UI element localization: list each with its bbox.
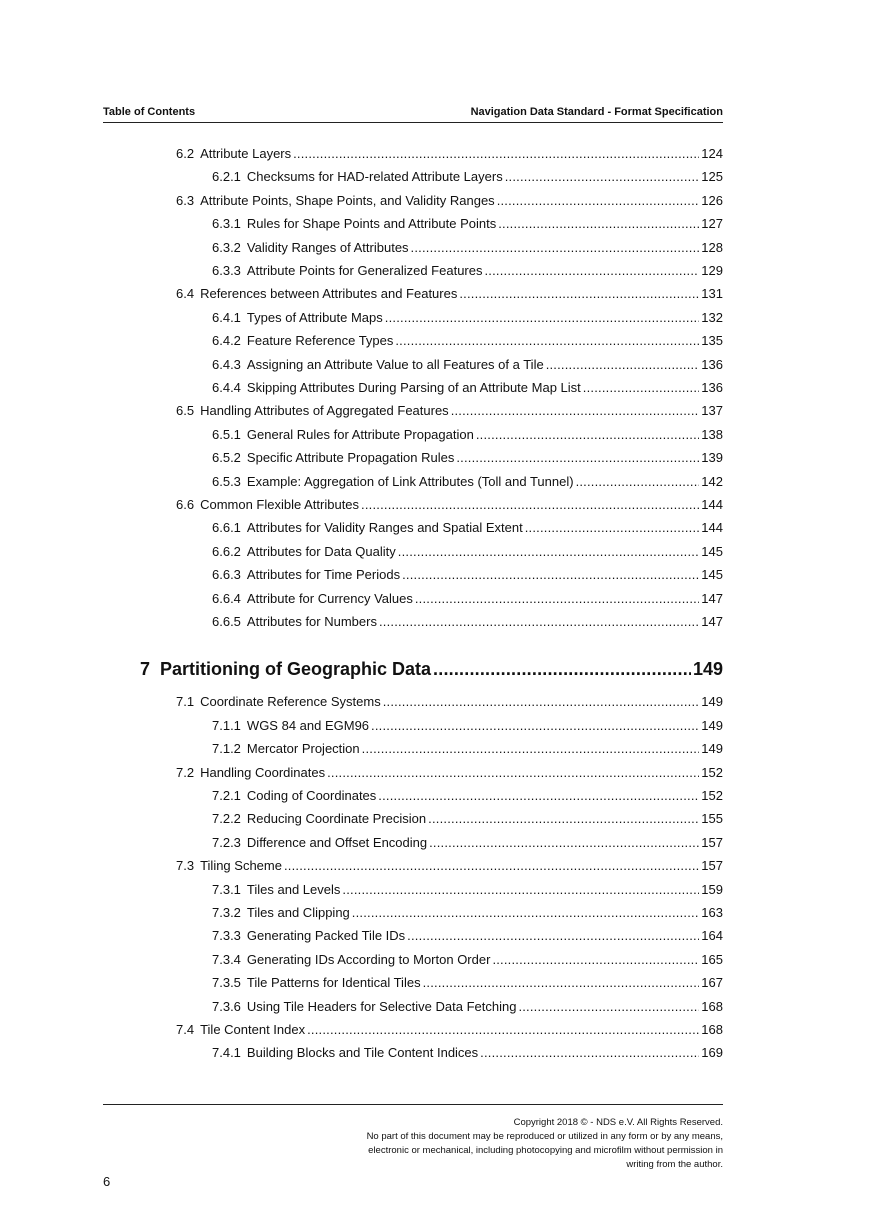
toc-entry-title: Validity Ranges of Attributes [246,239,409,255]
toc-entry-page: 168 [701,1022,723,1037]
toc-entry-title: Tiling Scheme [200,858,282,874]
toc-entry[interactable] [212,427,723,442]
toc-entry[interactable] [212,216,723,231]
footer-divider [103,1104,723,1105]
toc-entry[interactable] [212,952,723,967]
footer-line: electronic or mechanical, including photocopying and microfilm without permission in [368,1145,723,1156]
toc-entry[interactable] [176,694,723,709]
toc-entry-number: 7 [140,659,151,680]
toc-entry-number: 7.4 [176,1022,195,1037]
toc-entry[interactable] [212,591,723,606]
header-section-title: Table of Contents [103,106,196,118]
footer-line: writing from the author. [626,1159,723,1170]
toc-entry[interactable] [176,193,723,208]
toc-entry-page: 124 [701,146,723,161]
toc-entry-page: 142 [701,473,723,489]
toc-entry[interactable] [212,263,723,278]
toc-dot-leader [525,520,700,535]
toc-entry-title: Handling Attributes of Aggregated Features [200,403,449,419]
toc-entry-number: 7.2 [176,764,195,780]
toc-entry[interactable] [176,286,723,301]
toc-dot-leader [459,286,699,301]
toc-entry-page: 169 [701,1045,723,1061]
toc-entry-title: Attributes for Data Quality [246,543,396,559]
toc-entry-number: 6.3.2 [212,239,241,255]
toc-chapter-entry[interactable] [140,659,723,680]
toc-entry[interactable] [176,403,723,418]
toc-dot-leader [484,263,699,278]
toc-entry-title: WGS 84 and EGM96 [246,717,370,733]
toc-entry-number: 6.4 [176,286,195,302]
toc-entry-number: 7.3.1 [212,881,241,897]
toc-entry[interactable] [212,905,723,920]
toc-entry-number: 6.4.4 [212,380,241,395]
toc-entry-page: 131 [701,286,723,302]
toc-entry-number: 7.2.2 [212,811,241,827]
toc-entry[interactable] [212,310,723,325]
toc-entry-title: Rules for Shape Points and Attribute Points [246,216,497,232]
toc-entry-title: Assigning an Attribute Value to all Features of a Tile [246,356,544,372]
toc-entry[interactable] [212,240,723,255]
toc-entry-page: 147 [701,590,723,606]
toc-entry-number: 7.3.3 [212,928,241,944]
toc-entry-page: 126 [701,192,723,208]
toc-entry[interactable] [176,765,723,780]
toc-entry-page: 149 [692,659,723,680]
toc-dot-leader [498,216,699,231]
toc-dot-leader [546,357,700,372]
toc-entry-title: Tile Patterns for Identical Tiles [246,975,421,991]
toc-entry-number: 7.3.4 [212,951,241,967]
toc-entry[interactable] [212,333,723,348]
toc-entry-page: 168 [701,998,723,1014]
toc-entry-page: 165 [701,951,723,967]
toc-entry-number: 6.6.3 [212,567,241,583]
toc-entry-number: 7.3.2 [212,905,241,920]
running-header [103,104,723,123]
toc-entry-number: 7.3.6 [212,998,241,1014]
toc-entry-title: Attribute Points, Shape Points, and Validity Ranges [200,192,495,208]
toc-dot-leader [429,835,699,850]
toc-entry-title: Mercator Projection [246,741,360,757]
toc-entry[interactable] [176,1022,723,1037]
toc-entry-page: 136 [701,380,723,395]
toc-entry-title: General Rules for Attribute Propagation [246,426,474,442]
toc-entry-number: 6.3 [176,192,195,208]
toc-entry[interactable] [176,146,723,161]
toc-entry-number: 7.2.1 [212,788,241,803]
toc-entry-number: 6.6.4 [212,590,241,606]
toc-entry-title: Attribute Layers [200,146,292,161]
toc-dot-leader [385,310,700,325]
toc-entry-title: Coding of Coordinates [246,788,377,803]
toc-entry-page: 152 [701,788,723,803]
toc-dot-leader [378,788,699,803]
toc-dot-leader [492,952,699,967]
toc-dot-leader [583,380,700,395]
toc-entry-title: Handling Coordinates [200,764,326,780]
toc-dot-leader [371,718,699,733]
toc-dot-leader [342,882,699,897]
toc-entry-page: 144 [701,520,723,536]
toc-entry-number: 6.4.3 [212,356,241,372]
toc-dot-leader [327,765,699,780]
toc-entry-page: 149 [701,717,723,733]
toc-entry[interactable] [212,882,723,897]
toc-entry[interactable] [212,567,723,582]
toc-entry-title: Types of Attribute Maps [246,309,383,325]
toc-entry-title: Difference and Offset Encoding [246,834,428,850]
toc-entry-page: 139 [701,450,723,466]
toc-dot-leader [451,403,700,418]
toc-entry-title: Tiles and Clipping [246,905,350,920]
toc-entry-page: 163 [701,905,723,920]
toc-entry-number: 6.6.5 [212,614,241,629]
toc-entry-page: 136 [701,356,723,372]
toc-entry-number: 7.3 [176,858,195,874]
toc-entry-page: 159 [701,881,723,897]
toc-entry[interactable] [212,811,723,826]
toc-entry-title: Common Flexible Attributes [200,497,360,512]
toc-entry-number: 6.6.2 [212,543,241,559]
toc-entry[interactable] [176,497,723,512]
page-number: 6 [103,1174,111,1189]
toc-dot-leader [395,333,699,348]
toc-entry-page: 145 [701,543,723,559]
toc-entry-page: 157 [701,858,723,874]
toc-dot-leader [379,614,699,629]
toc-entry-page: 164 [701,928,723,944]
toc-entry-page: 149 [701,694,723,710]
toc-entry-number: 6.5 [176,403,195,419]
toc-entry-page: 147 [701,614,723,629]
toc-entry[interactable] [212,741,723,756]
toc-entry-number: 7.1 [176,694,195,710]
toc-entry-title: Generating Packed Tile IDs [246,928,406,944]
toc-entry-title: Tiles and Levels [246,881,341,897]
header-document-title: Navigation Data Standard - Format Specification [470,106,723,118]
footer-line: Copyright 2018 © - NDS e.V. All Rights Reserved. [513,1117,723,1128]
toc-entry-number: 6.6.1 [212,520,241,536]
toc-entry[interactable] [212,975,723,990]
toc-entry-title: Tile Content Index [200,1022,306,1037]
toc-dot-leader [576,474,700,489]
toc-dot-leader [505,169,700,184]
toc-entry[interactable] [212,928,723,943]
toc-entry-number: 6.5.2 [212,450,241,466]
toc-entry-title: Generating IDs According to Morton Order [246,951,491,967]
toc-entry-title: Feature Reference Types [246,333,394,349]
toc-entry-title: Attribute for Currency Values [246,590,413,606]
toc-dot-leader [415,591,699,606]
toc-entry-title: Coordinate Reference Systems [200,694,381,710]
toc-dot-leader [407,928,699,943]
footer-line: No part of this document may be reproduced or utilized in any form or by any means, [366,1131,723,1142]
toc-entry-title: Attributes for Numbers [246,614,377,629]
toc-entry-number: 6.5.3 [212,473,241,489]
toc-entry-page: 137 [701,403,723,419]
toc-entry-number: 6.4.2 [212,333,241,349]
toc-dot-leader [284,858,699,873]
toc-dot-leader [518,999,699,1014]
toc-entry[interactable] [212,544,723,559]
toc-dot-leader [293,146,699,161]
toc-entry-page: 157 [701,834,723,850]
toc-entry[interactable] [212,450,723,465]
toc-entry[interactable] [212,474,723,489]
toc-entry-title: Skipping Attributes During Parsing of an Attribute Map List [246,380,581,395]
toc-entry-page: 152 [701,764,723,780]
toc-entry[interactable] [212,380,723,395]
toc-entry-number: 7.2.3 [212,834,241,850]
toc-entry[interactable] [212,169,723,184]
toc-entry[interactable] [212,788,723,803]
toc-entry-page: 167 [701,975,723,991]
toc-entry-title: Building Blocks and Tile Content Indices [246,1045,479,1061]
toc-entry-number: 6.5.1 [212,426,241,442]
toc-entry-number: 7.1.1 [212,717,241,733]
toc-entry-number: 6.2.1 [212,169,241,185]
toc-entry[interactable] [212,835,723,850]
toc-entry-number: 6.4.1 [212,309,241,325]
toc-entry-page: 138 [701,426,723,442]
footer-copyright [367,1116,723,1172]
toc-dot-leader [398,544,700,559]
toc-entry[interactable] [212,1045,723,1060]
toc-dot-leader [476,427,699,442]
toc-entry-page: 127 [701,216,723,232]
toc-entry-page: 149 [701,741,723,757]
toc-entry-number: 6.2 [176,146,195,161]
toc-entry-number: 7.4.1 [212,1045,241,1061]
toc-entry-title: Reducing Coordinate Precision [246,811,427,827]
toc-entry-title: Example: Aggregation of Link Attributes (Toll and Tunnel) [246,473,574,489]
toc-entry-title: Specific Attribute Propagation Rules [246,450,455,466]
toc-dot-leader [352,905,700,920]
toc-dot-leader [383,694,700,709]
toc-entry-title: References between Attributes and Features [200,286,458,302]
toc-entry-title: Attribute Points for Generalized Features [246,263,483,278]
toc-entry-title: Checksums for HAD-related Attribute Layers [246,169,503,185]
toc-dot-leader [480,1045,699,1060]
toc-entry[interactable] [212,999,723,1014]
toc-entry-page: 128 [701,239,723,255]
toc-entry[interactable] [212,357,723,372]
toc-entry-title: Using Tile Headers for Selective Data Fetching [246,998,517,1014]
toc-entry-page: 132 [701,309,723,325]
toc-dot-leader [361,497,699,512]
toc-entry-title: Partitioning of Geographic Data [160,659,432,680]
toc-entry-number: 6.6 [176,497,195,512]
toc-dot-leader [307,1022,699,1037]
toc-dot-leader [362,741,700,756]
toc-entry[interactable] [176,858,723,873]
toc-entry-number: 6.3.1 [212,216,241,232]
toc-entry-page: 125 [701,169,723,185]
toc-entry[interactable] [212,718,723,733]
toc-entry[interactable] [212,520,723,535]
toc-entry-number: 7.1.2 [212,741,241,757]
toc-entry-number: 6.3.3 [212,263,241,278]
toc-entry-title: Attributes for Time Periods [246,567,401,583]
toc-dot-leader [433,659,691,680]
toc-entry-page: 145 [701,567,723,583]
toc-entry-page: 144 [701,497,723,512]
toc-dot-leader [411,240,700,255]
toc-dot-leader [456,450,699,465]
toc-dot-leader [428,811,699,826]
toc-dot-leader [402,567,699,582]
toc-entry-page: 155 [701,811,723,827]
toc-dot-leader [423,975,700,990]
toc-entry-title: Attributes for Validity Ranges and Spatial Extent [246,520,523,536]
toc-dot-leader [497,193,700,208]
toc-entry-page: 135 [701,333,723,349]
toc-entry-page: 129 [701,263,723,278]
toc-entry[interactable] [212,614,723,629]
toc-entry-number: 7.3.5 [212,975,241,991]
